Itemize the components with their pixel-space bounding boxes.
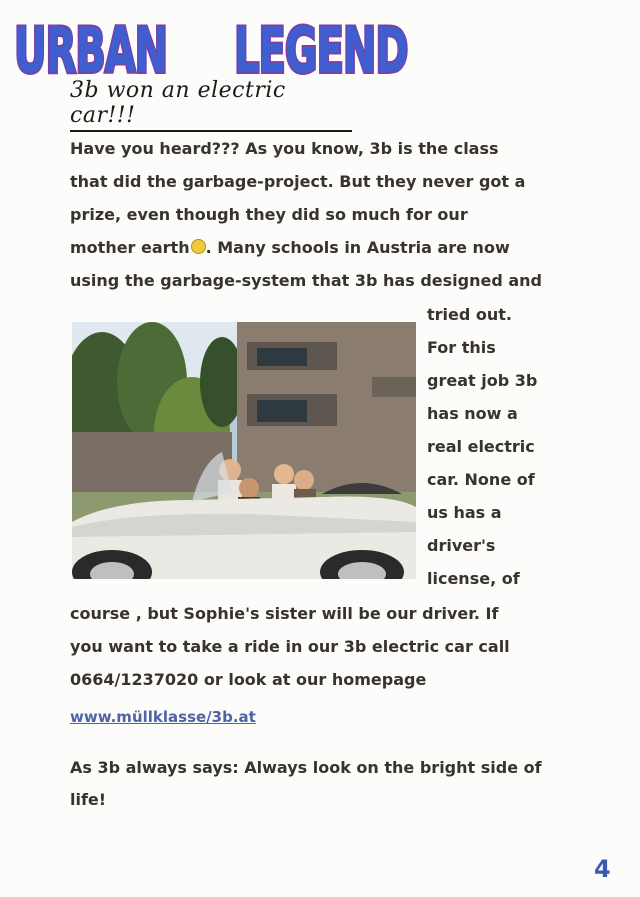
- side-line: car. None of: [427, 470, 535, 489]
- side-line: driver's: [427, 536, 496, 555]
- side-line: license, of: [427, 569, 520, 588]
- smiley-icon: [191, 239, 206, 254]
- intro-line: Have you heard??? As you know, 3b is the class: [70, 139, 499, 158]
- closing-quote: [70, 752, 565, 816]
- side-line: For this: [427, 338, 496, 357]
- masthead-word-legend: LEGEND: [234, 16, 408, 80]
- closing-line: As 3b always says: Always look on the bright side of: [70, 758, 542, 777]
- article-continuation: [70, 597, 565, 696]
- page-number: 4: [594, 855, 611, 883]
- intro-line: prize, even though they did so much for our: [70, 205, 468, 224]
- continuation-line: 0664/1237020 or look at our homepage: [70, 670, 427, 689]
- closing-line: life!: [70, 790, 107, 809]
- side-line: us has a: [427, 503, 502, 522]
- intro-line: mother earth: [70, 238, 190, 257]
- continuation-line: course , but Sophie's sister will be our driver. If: [70, 604, 499, 623]
- homepage-link[interactable]: www.müllklasse/3b.at: [70, 708, 256, 726]
- intro-line: that did the garbage-project. But they never got a: [70, 172, 526, 191]
- masthead: [0, 0, 420, 80]
- side-line: has now a: [427, 404, 518, 423]
- electric-car-photo: [72, 322, 416, 579]
- side-line: real electric: [427, 437, 535, 456]
- article-photo: [72, 322, 416, 579]
- intro-line: . Many schools in Austria are now: [205, 238, 510, 257]
- continuation-line: you want to take a ride in our 3b electric car call: [70, 637, 510, 656]
- side-line: great job 3b: [427, 371, 538, 390]
- article-intro: [70, 132, 565, 297]
- side-line: tried out.: [427, 305, 513, 324]
- article-headline: 3b won an electric car!!!: [70, 78, 352, 132]
- masthead-word-urban: URBAN: [14, 16, 168, 80]
- masthead-title: [0, 0, 420, 80]
- intro-line: using the garbage-system that 3b has designed and: [70, 271, 542, 290]
- article-side-text: [427, 298, 567, 595]
